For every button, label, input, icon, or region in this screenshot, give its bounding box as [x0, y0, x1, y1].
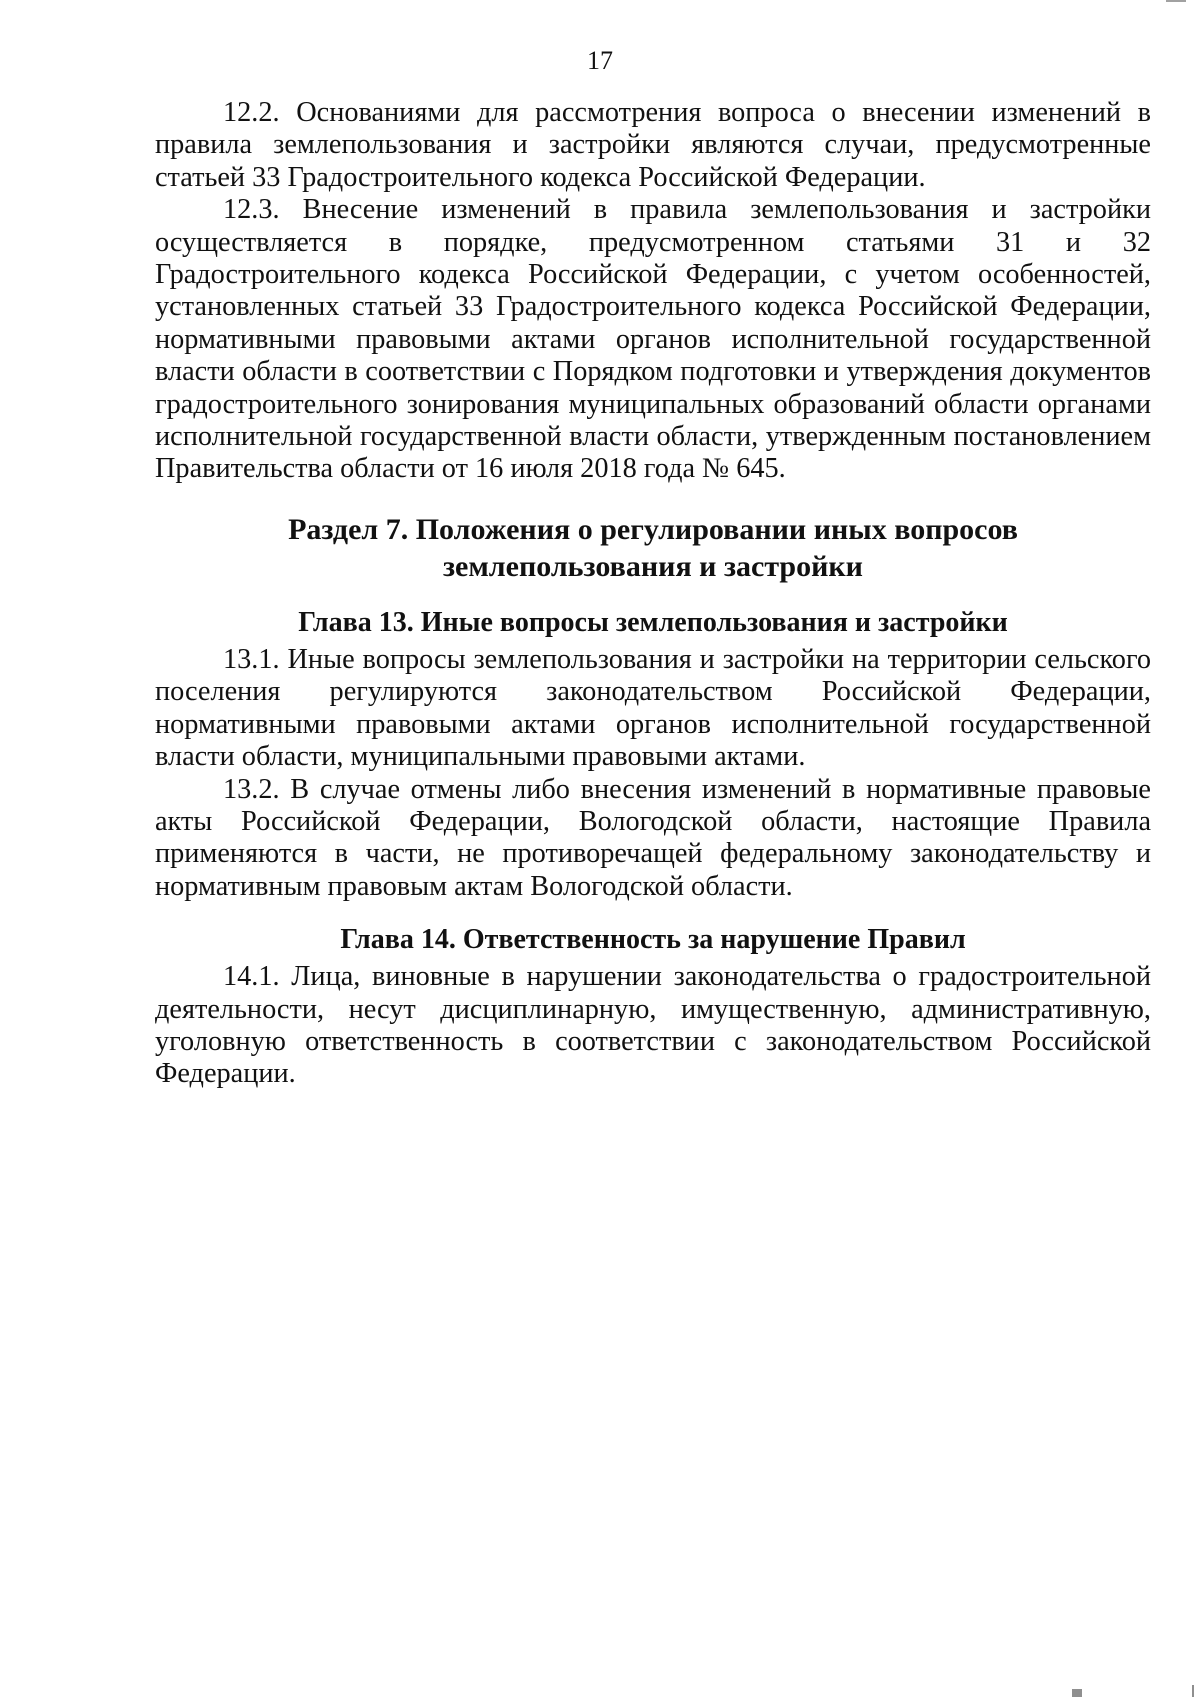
paragraph-12-2: 12.2. Основаниями для рассмотрения вопроса о внесении изменений в правила землепользования и застройки являются случаи, предусмотренные статьей 33 Градостроительного кодекса Российской Федерации.: [155, 97, 1151, 193]
section-title-line-2: землепользования и застройки: [443, 549, 863, 583]
page-number: 17: [587, 46, 613, 75]
section-title-line-1: Раздел 7. Положения о регулировании иных вопросов: [288, 512, 1018, 546]
chapter-14-title: Глава 14. Ответственность за нарушение Правил: [340, 924, 966, 956]
section-7-title: [155, 511, 1151, 585]
scan-artifact-bottom-right: [1072, 1689, 1082, 1697]
paragraph-13-1: 13.1. Иные вопросы землепользования и застройки на территории сельского поселения регулируются законодательством Российской Федерации, нормативными правовыми актами органов исполнительной государственной власти области, муниципальными правовыми актами.: [155, 643, 1151, 773]
chapter-13-title: Глава 13. Иные вопросы землепользования и застройки: [298, 606, 1008, 638]
scan-artifact-top-right: [1166, 0, 1186, 2]
paragraph-14-1: 14.1. Лица, виновные в нарушении законодательства о градостроительной деятельности, несут дисциплинарную, имущественную, административную, уголовную ответственность в соответствии с законодательством Российской Федерации.: [155, 961, 1151, 1090]
paragraph-12-3: 12.3. Внесение изменений в правила землепользования и застройки осуществляется в порядке, предусмотренном статьями 31 и 32 Градостроительного кодекса Российской Федерации, с учетом особенностей, установленных статьей 33 Градостроительного кодекса Российской Федерации, нормативными правовыми актами органов исполнительной государственной власти области в соответствии с Порядком подготовки и утверждения документов градостроительного зонирования муниципальных образований области органами исполнительной государственной власти области, утвержденным постановлением Правительства области от 16 июля 2018 года № 645.: [155, 194, 1151, 485]
scan-artifact-bottom-right-2: [1192, 1685, 1194, 1697]
paragraph-13-2: 13.2. В случае отмены либо внесения изменений в нормативные правовые акты Российской Федерации, Вологодской области, настоящие Правила применяются в части, не противоречащей федеральному законодательству и нормативным правовым актам Вологодской области.: [155, 773, 1151, 902]
document-body: [155, 97, 1151, 1091]
